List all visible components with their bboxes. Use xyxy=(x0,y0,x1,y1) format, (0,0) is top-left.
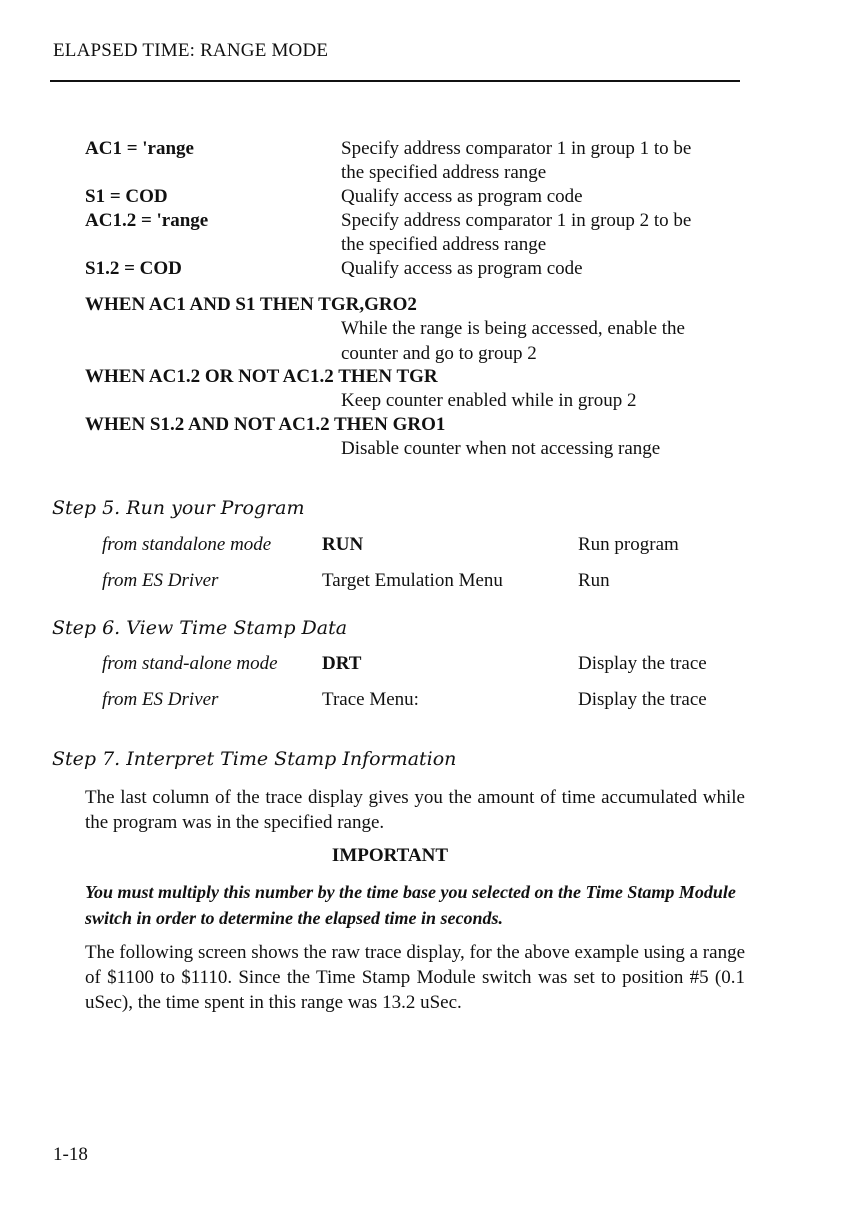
when-desc-1-line1: While the range is being accessed, enable the xyxy=(341,318,685,339)
when-statement-1: WHEN AC1 AND S1 THEN TGR,GRO2 xyxy=(85,294,417,315)
def-cmd-ac1-2: AC1.2 = 'range xyxy=(85,210,209,231)
step7-paragraph-2: The following screen shows the raw trace display, for the above example using a range of $1100 to $1110. Since the Time Stamp Module switch was set to position #5 (0.1 uSec), the time spent in this range was 13.2 uSec. xyxy=(85,942,745,1013)
def-desc-ac1-line1: Specify address comparator 1 in group 1 to be xyxy=(341,138,692,159)
important-note: You must multiply this number by the time base you selected on the Time Stamp Module switch in order to determine the elapsed time in seconds. xyxy=(85,882,736,928)
header-divider xyxy=(50,80,740,82)
step7-heading: Step 7. Interpret Time Stamp Information xyxy=(52,748,457,770)
step5-command-1: RUN xyxy=(322,534,364,555)
important-label: IMPORTANT xyxy=(331,845,449,866)
def-cmd-s1: S1 = COD xyxy=(85,186,168,207)
step5-action-1: Run program xyxy=(578,534,679,555)
step5-heading: Step 5. Run your Program xyxy=(52,497,305,519)
def-desc-s1: Qualify access as program code xyxy=(341,186,583,207)
def-desc-ac1-line2: the specified address range xyxy=(341,162,547,183)
when-statement-2: WHEN AC1.2 OR NOT AC1.2 THEN TGR xyxy=(85,366,438,387)
step6-mode-2: from ES Driver xyxy=(102,689,219,710)
def-cmd-s1-2: S1.2 = COD xyxy=(85,258,182,279)
when-desc-1-line2: counter and go to group 2 xyxy=(341,343,537,364)
page-number: 1-18 xyxy=(53,1144,88,1165)
when-statement-3: WHEN S1.2 AND NOT AC1.2 THEN GRO1 xyxy=(85,414,446,435)
def-desc-s1-2: Qualify access as program code xyxy=(341,258,583,279)
when-desc-2: Keep counter enabled while in group 2 xyxy=(341,390,637,411)
step5-command-2: Target Emulation Menu xyxy=(322,570,503,591)
when-desc-3: Disable counter when not accessing range xyxy=(341,438,661,459)
step5-mode-1: from standalone mode xyxy=(102,534,272,555)
def-desc-ac1-2-line2: the specified address range xyxy=(341,234,547,255)
def-desc-ac1-2-line1: Specify address comparator 1 in group 2 to be xyxy=(341,210,692,231)
step5-mode-2: from ES Driver xyxy=(102,570,219,591)
step6-command-1: DRT xyxy=(322,653,362,674)
step6-mode-1: from stand-alone mode xyxy=(102,653,278,674)
step6-command-2: Trace Menu: xyxy=(322,689,419,710)
step6-action-1: Display the trace xyxy=(578,653,707,674)
step6-action-2: Display the trace xyxy=(578,689,707,710)
def-cmd-ac1: AC1 = 'range xyxy=(85,138,194,159)
page-header: ELAPSED TIME: RANGE MODE xyxy=(53,40,329,61)
step7-paragraph-1: The last column of the trace display gives you the amount of time accumulated while the program was in the specified range. xyxy=(85,787,745,833)
step5-action-2: Run xyxy=(578,570,610,591)
step6-heading: Step 6. View Time Stamp Data xyxy=(52,617,348,639)
